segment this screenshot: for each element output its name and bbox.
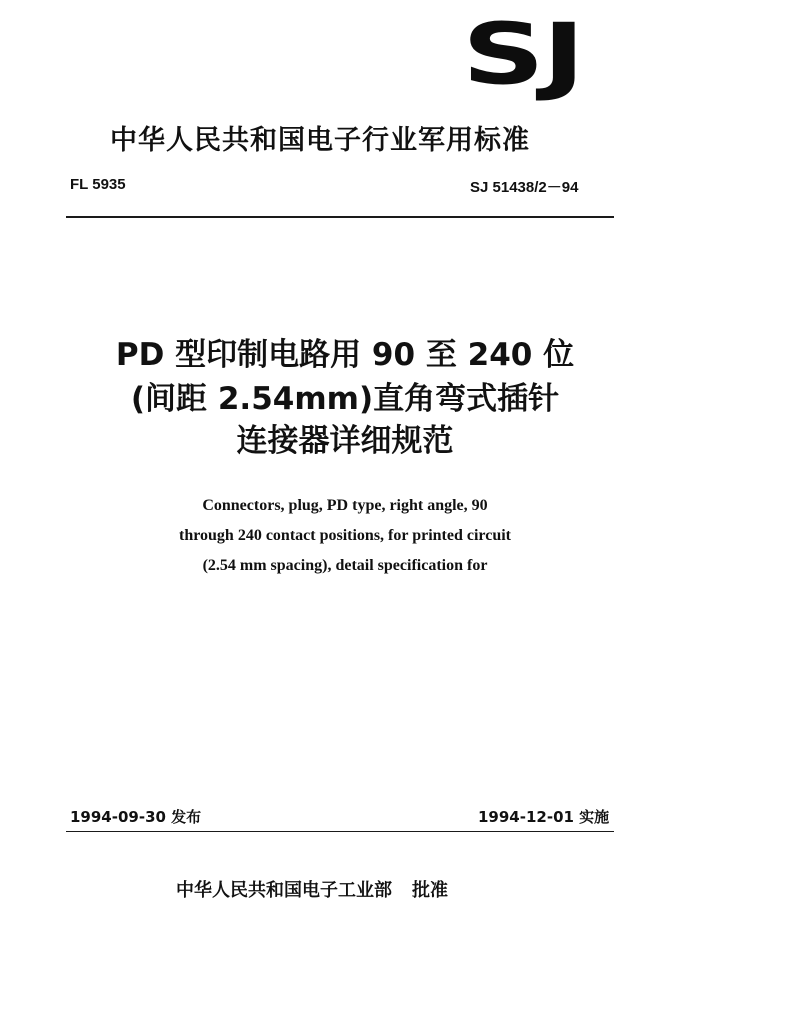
header-divider <box>66 216 614 218</box>
approving-authority: 中华人民共和国电子工业部 <box>176 880 392 901</box>
classification-code: FL 5935 <box>70 176 126 193</box>
issue-date: 1994-09-30 发布 <box>70 808 202 826</box>
org-title: 中华人民共和国电子行业军用标准 <box>110 125 530 156</box>
footer-divider <box>66 831 614 832</box>
approval-line <box>176 876 448 902</box>
title-zh-line-2: (间距 2.54mm)直角弯式插针 <box>130 381 560 417</box>
approval-action: 批准 <box>412 880 448 901</box>
title-en-line-1: Connectors, plug, PD type, right angle, 90 <box>202 497 488 514</box>
implementation-date: 1994-12-01 实施 <box>478 808 610 826</box>
sj-logo: SJ <box>462 5 583 104</box>
standard-number: SJ 51438/2－94 <box>470 179 579 196</box>
title-zh-line-1: PD 型印制电路用 90 至 240 位 <box>115 337 575 373</box>
title-en-line-2: through 240 contact positions, for printed circuit <box>178 527 511 544</box>
title-en-line-3: (2.54 mm spacing), detail specification for <box>202 557 488 574</box>
title-zh-line-3: 连接器详细规范 <box>236 423 454 459</box>
